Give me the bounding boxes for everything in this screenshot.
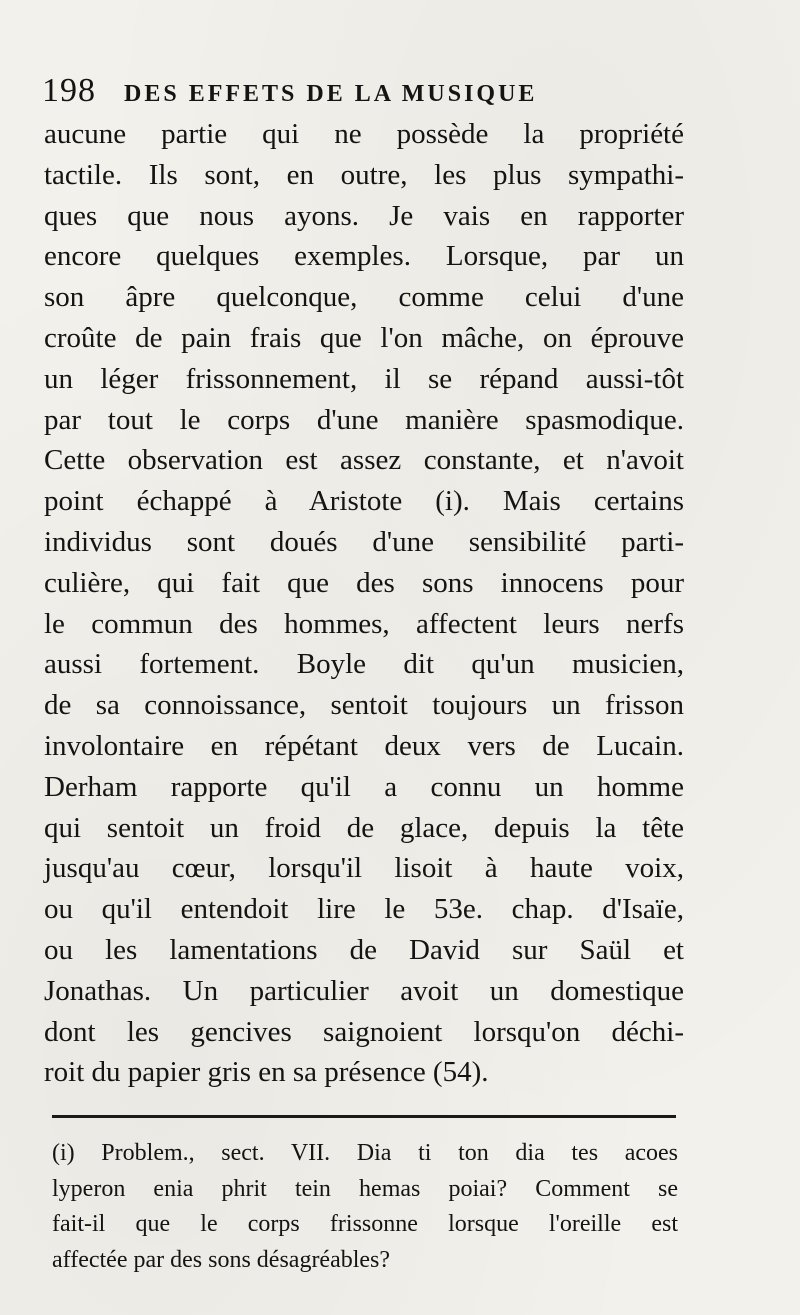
text-line: ou qu'il entendoit lire le 53e. chap. d'Isaïe, [44, 893, 684, 926]
text-line: involontaire en répétant deux vers de Lucain. [44, 729, 684, 762]
footnote-line: affectée par des sons désagréables? [52, 1246, 391, 1273]
text-line: par tout le corps d'une manière spasmodique. [44, 403, 684, 436]
text-line: culière, qui fait que des sons innocens pour [44, 566, 684, 599]
page-number: 198 [42, 72, 96, 109]
text-line: croûte de pain frais que l'on mâche, on éprouve [44, 321, 684, 354]
text-line: jusqu'au cœur, lorsqu'il lisoit à haute voix, [44, 852, 684, 885]
text-line: roit du papier gris en sa présence (54). [44, 1056, 489, 1089]
text-line: dont les gencives saignoient lorsqu'on déchi- [44, 1015, 684, 1048]
footnote-line: fait-il que le corps frissonne lorsque l'oreille est [52, 1211, 678, 1237]
footnote [52, 1136, 678, 1278]
text-line: ques que nous ayons. Je vais en rapporter [44, 199, 684, 232]
text-line: le commun des hommes, affectent leurs nerfs [44, 607, 684, 640]
text-line: point échappé à Aristote (i). Mais certains [44, 485, 684, 518]
footnote-rule [52, 1115, 676, 1118]
running-title: DES EFFETS DE LA MUSIQUE [124, 81, 538, 107]
text-line: individus sont doués d'une sensibilité parti- [44, 525, 684, 558]
text-line: encore quelques exemples. Lorsque, par un [44, 240, 684, 273]
text-line: Derham rapporte qu'il a connu un homme [44, 770, 684, 803]
text-line: son âpre quelconque, comme celui d'une [44, 281, 684, 314]
body-text [44, 114, 684, 1093]
page-header [42, 72, 642, 112]
text-line: un léger frissonnement, il se répand aussi-tôt [44, 362, 684, 395]
text-line: aucune partie qui ne possède la propriété [44, 118, 684, 150]
text-line: Cette observation est assez constante, et n'avoit [44, 444, 684, 477]
text-line: aussi fortement. Boyle dit qu'un musicien, [44, 648, 684, 681]
text-line: tactile. Ils sont, en outre, les plus sympathi- [44, 158, 684, 191]
text-line: qui sentoit un froid de glace, depuis la tête [44, 811, 684, 844]
text-line: de sa connoissance, sentoit toujours un frisson [44, 689, 684, 722]
footnote-line: lyperon enia phrit tein hemas poiai? Comment se [52, 1175, 678, 1202]
text-line: ou les lamentations de David sur Saül et [44, 933, 684, 966]
text-line: Jonathas. Un particulier avoit un domestique [44, 974, 684, 1007]
footnote-line: (i) Problem., sect. VII. Dia ti ton dia tes acoes [52, 1140, 678, 1166]
